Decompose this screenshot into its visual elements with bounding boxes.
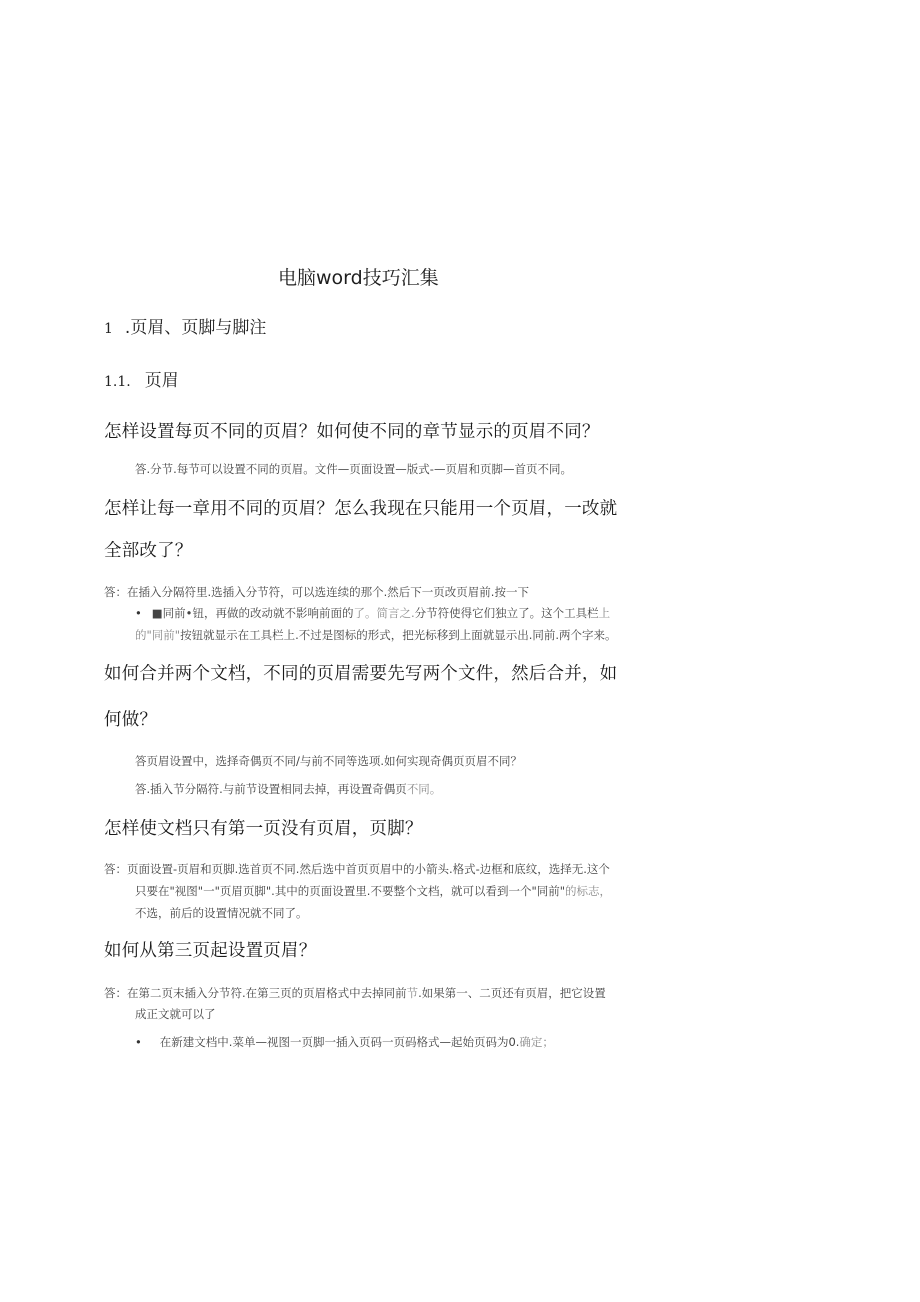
question-2-line-1: 怎样让每一章用不同的页眉？怎么我现在只能用一个页眉，一改就	[104, 499, 618, 519]
answer-2-line-2-grey: 了。简言之.	[353, 606, 415, 620]
section-heading	[104, 313, 266, 338]
question-4: 怎样使文档只有第一页没有页眉，页脚？	[104, 819, 423, 839]
bullet-marker: •	[135, 1035, 142, 1049]
section-number: 1	[104, 321, 113, 337]
answer-4-line-2-text: 只要在"视图"一"页眉页脚".其中的页面设置里.不要整个文档，就可以看到一个"同前"	[135, 884, 566, 898]
answer-2-line-2-text: ■同前•钮，再做的改动就不影响前面的	[151, 606, 354, 620]
document-title: 电脑word技巧汇集	[278, 267, 439, 289]
question-3-line-2: 何做？	[104, 710, 158, 730]
answer-3-line-2-text: 答.插入节分隔符.与前节设置相同去掉，再设置奇偶页	[135, 782, 407, 796]
subsection-label: 页眉	[144, 371, 179, 391]
answer-5-line-1-text: 答：在第二页末插入分节符.在第三页的页眉格式中去掉同前	[104, 986, 407, 1000]
answer-3-line-2-grey: 不同。	[406, 782, 442, 796]
answer-5-bullet-text: 在新建文档中.菜单—视图一页脚一插入页码一页码格式—起始页码为0.	[159, 1035, 520, 1049]
question-5: 如何从第三页起设置页眉？	[104, 941, 317, 961]
answer-4-line-2-grey: 的标志，	[565, 884, 612, 898]
answer-2-line-3-text: 按钮就显示在工具栏上.不过是图标的形式，把光标移到上面就显示出.同前.两个字来。	[180, 628, 617, 642]
answer-5-bullet-grey: 确定；	[519, 1035, 554, 1049]
answer-2-line-2-grey-2: 上	[598, 606, 611, 620]
subsection-number: 1.1.	[104, 374, 131, 390]
answer-2-line-2-text-2: 分节符使得它们独立了。这个工具栏	[414, 606, 599, 620]
answer-2-line-3	[135, 627, 617, 643]
section-label: .页眉、页脚与脚注	[124, 318, 267, 338]
answer-5-line-1-text-2: .如果第一、二页还有页眉，把它设置	[418, 986, 606, 1000]
answer-2-line-1: 答：在插入分隔符里.选插入分节符，可以选连续的那个.然后下一页改页眉前.按一下	[104, 585, 529, 599]
answer-4-line-1: 答：页面设置-页眉和页脚.选首页不同.然后选中首页页眉中的小箭头.格式-边框和底纹，选择无.这个	[104, 862, 610, 876]
answer-5-line-1-grey: 节	[406, 986, 419, 1000]
answer-2-line-3-grey: 的"同前"	[135, 628, 181, 642]
answer-3-line-2	[135, 781, 441, 797]
question-2-line-2: 全部改了？	[104, 541, 193, 561]
question-3-line-1: 如何合并两个文档，不同的页眉需要先写两个文件，然后合并，如	[104, 664, 618, 684]
answer-3-line-1: 答页眉设置中，选择奇偶页不同/与前不同等选项.如何实现奇偶页页眉不同？	[135, 754, 523, 768]
answer-1: 答.分节.每节可以设置不同的页眉。文件—页面设置—版式-—页眉和页脚—首页不同。	[135, 462, 572, 476]
answer-5-line-2: 成正文就可以了	[135, 1007, 216, 1021]
answer-5-line-1	[104, 985, 606, 1001]
bullet-marker: •	[135, 606, 142, 620]
answer-4-line-3: 不选，前后的设置情况就不同了。	[135, 906, 308, 920]
answer-2-line-2	[135, 605, 610, 621]
question-1: 怎样设置每页不同的页眉？如何使不同的章节显示的页眉不同？	[104, 422, 600, 442]
answer-4-line-2	[135, 883, 611, 899]
subsection-heading	[104, 366, 179, 391]
answer-5-bullet-item	[135, 1034, 554, 1050]
